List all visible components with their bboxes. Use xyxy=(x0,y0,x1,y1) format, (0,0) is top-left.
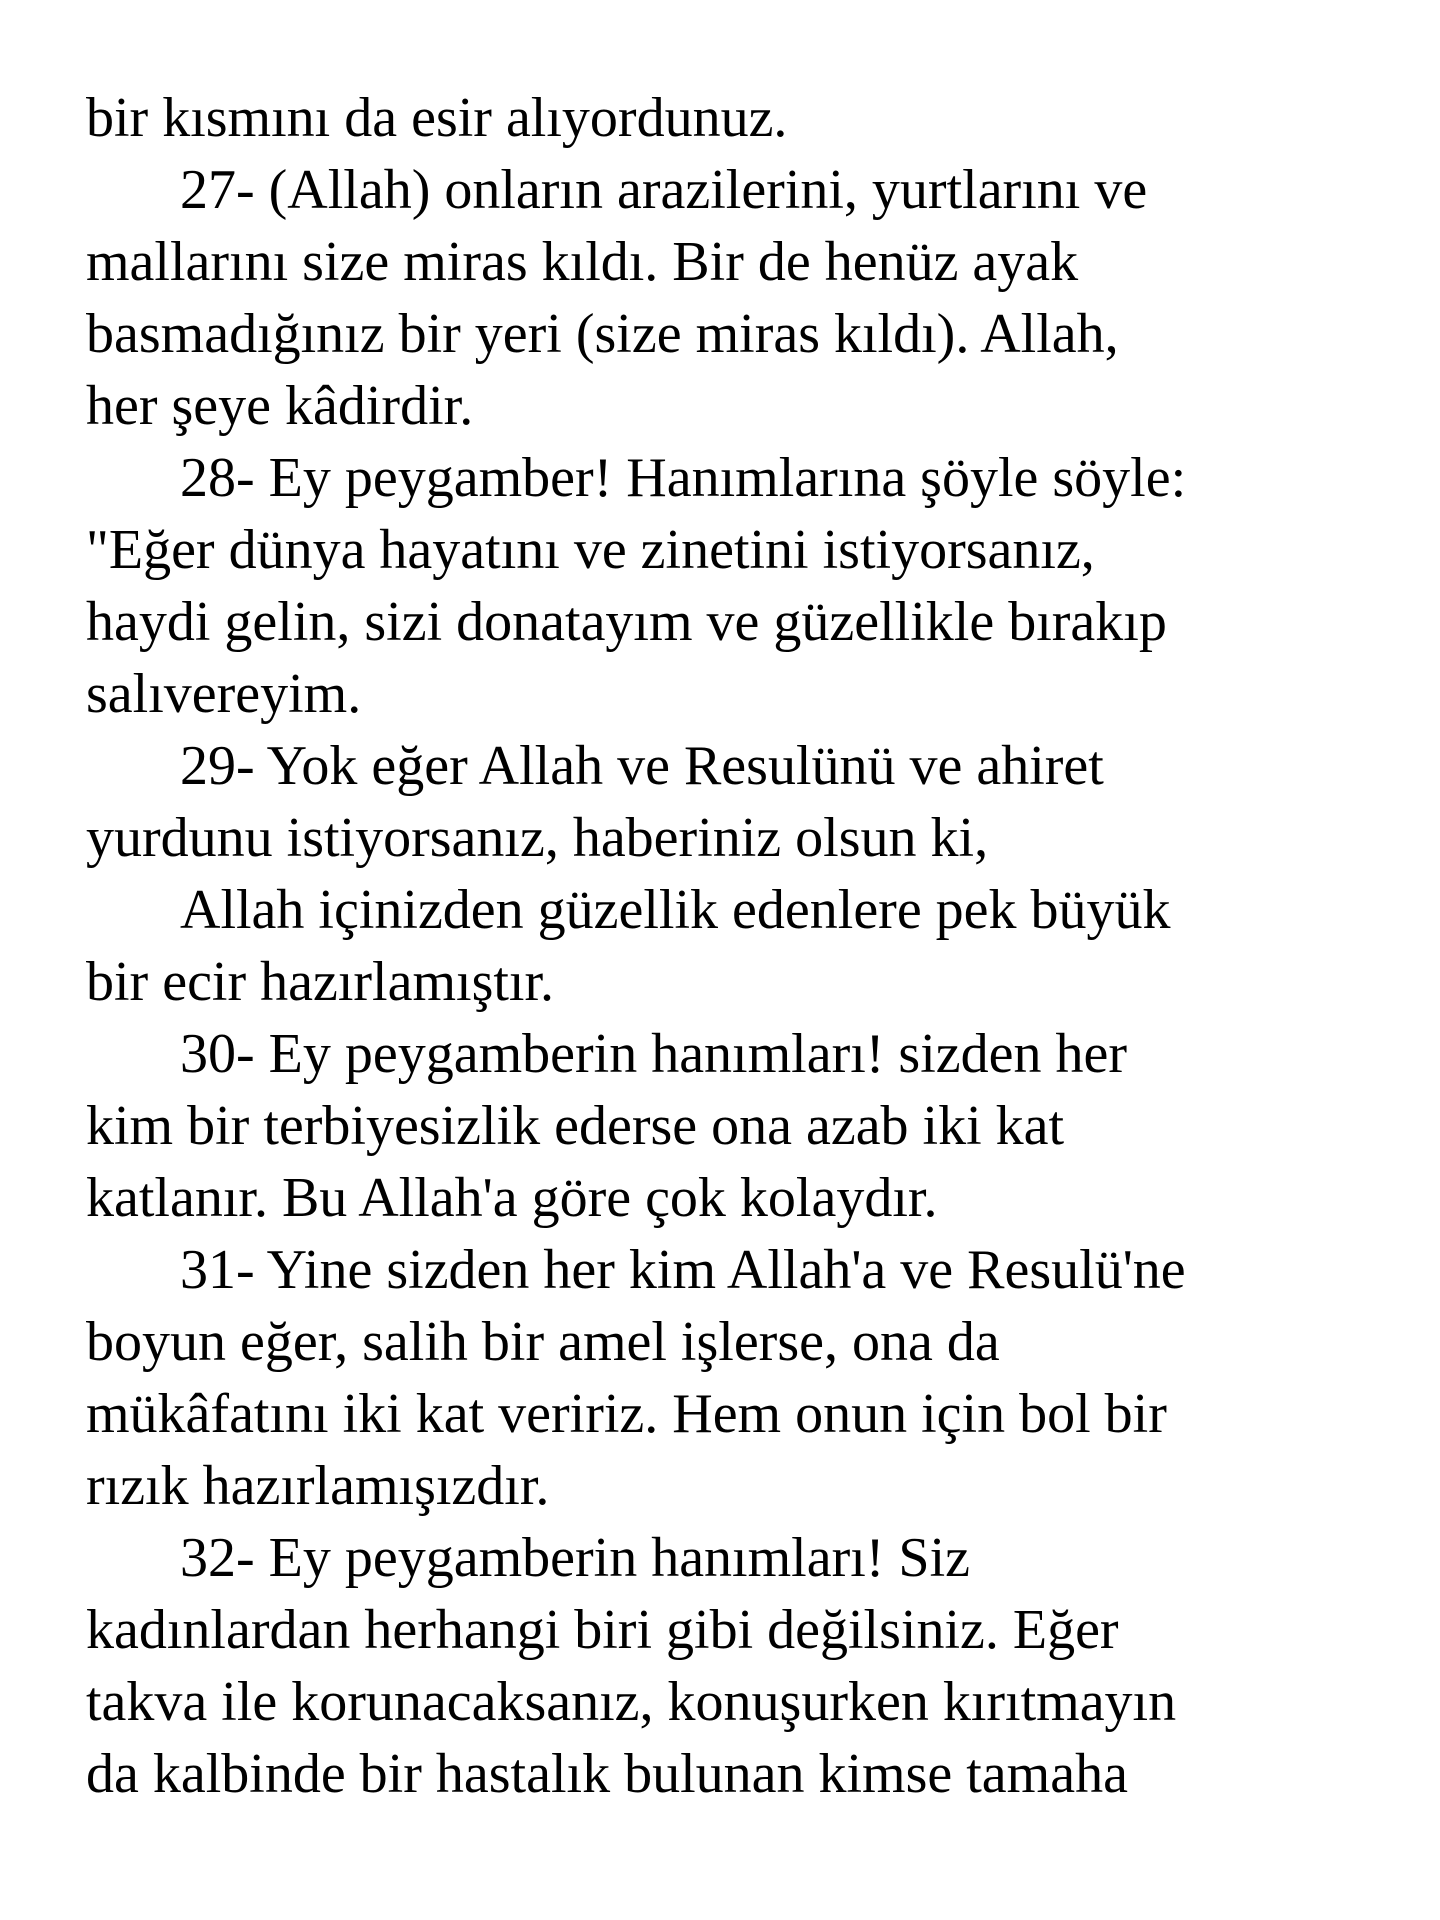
text-line-8: haydi gelin, sizi donatayım ve güzellikle bırakıp xyxy=(86,591,1167,653)
text-line-22: kadınlardan herhangi biri gibi değilsiniz. Eğer xyxy=(86,1599,1119,1661)
text-line-5: her şeye kâdirdir. xyxy=(86,375,474,437)
text-line-6: 28- Ey peygamber! Hanımlarına şöyle söyle: xyxy=(180,447,1187,509)
text-line-17: 31- Yine sizden her kim Allah'a ve Resulü'ne xyxy=(180,1239,1186,1301)
text-line-23: takva ile korunacaksanız, konuşurken kırıtmayın xyxy=(86,1671,1177,1733)
document-page xyxy=(86,82,1406,1810)
text-line-14: 30- Ey peygamberin hanımları! sizden her xyxy=(180,1023,1127,1085)
text-line-24: da kalbinde bir hastalık bulunan kimse tamaha xyxy=(86,1743,1128,1805)
text-line-20: rızık hazırlamışızdır. xyxy=(86,1455,550,1517)
text-line-16: katlanır. Bu Allah'a göre çok kolaydır. xyxy=(86,1167,938,1229)
text-line-10: 29- Yok eğer Allah ve Resulünü ve ahiret xyxy=(180,735,1104,797)
text-line-13: bir ecir hazırlamıştır. xyxy=(86,951,555,1013)
text-line-12: Allah içinizden güzellik edenlere pek büyük xyxy=(180,879,1171,941)
text-line-19: mükâfatını iki kat veririz. Hem onun için bol bir xyxy=(86,1383,1167,1445)
text-line-21: 32- Ey peygamberin hanımları! Siz xyxy=(180,1527,970,1589)
text-line-15: kim bir terbiyesizlik ederse ona azab iki kat xyxy=(86,1095,1065,1157)
text-line-1: bir kısmını da esir alıyordunuz. xyxy=(86,87,788,149)
text-line-3: mallarını size miras kıldı. Bir de henüz ayak xyxy=(86,231,1079,293)
text-line-9: salıvereyim. xyxy=(86,663,362,725)
text-line-2: 27- (Allah) onların arazilerini, yurtlarını ve xyxy=(180,159,1148,221)
text-line-11: yurdunu istiyorsanız, haberiniz olsun ki, xyxy=(86,807,989,869)
text-line-18: boyun eğer, salih bir amel işlerse, ona da xyxy=(86,1311,1000,1373)
text-line-7: "Eğer dünya hayatını ve zinetini istiyorsanız, xyxy=(86,519,1095,581)
text-line-4: basmadığınız bir yeri (size miras kıldı). Allah, xyxy=(86,303,1119,365)
